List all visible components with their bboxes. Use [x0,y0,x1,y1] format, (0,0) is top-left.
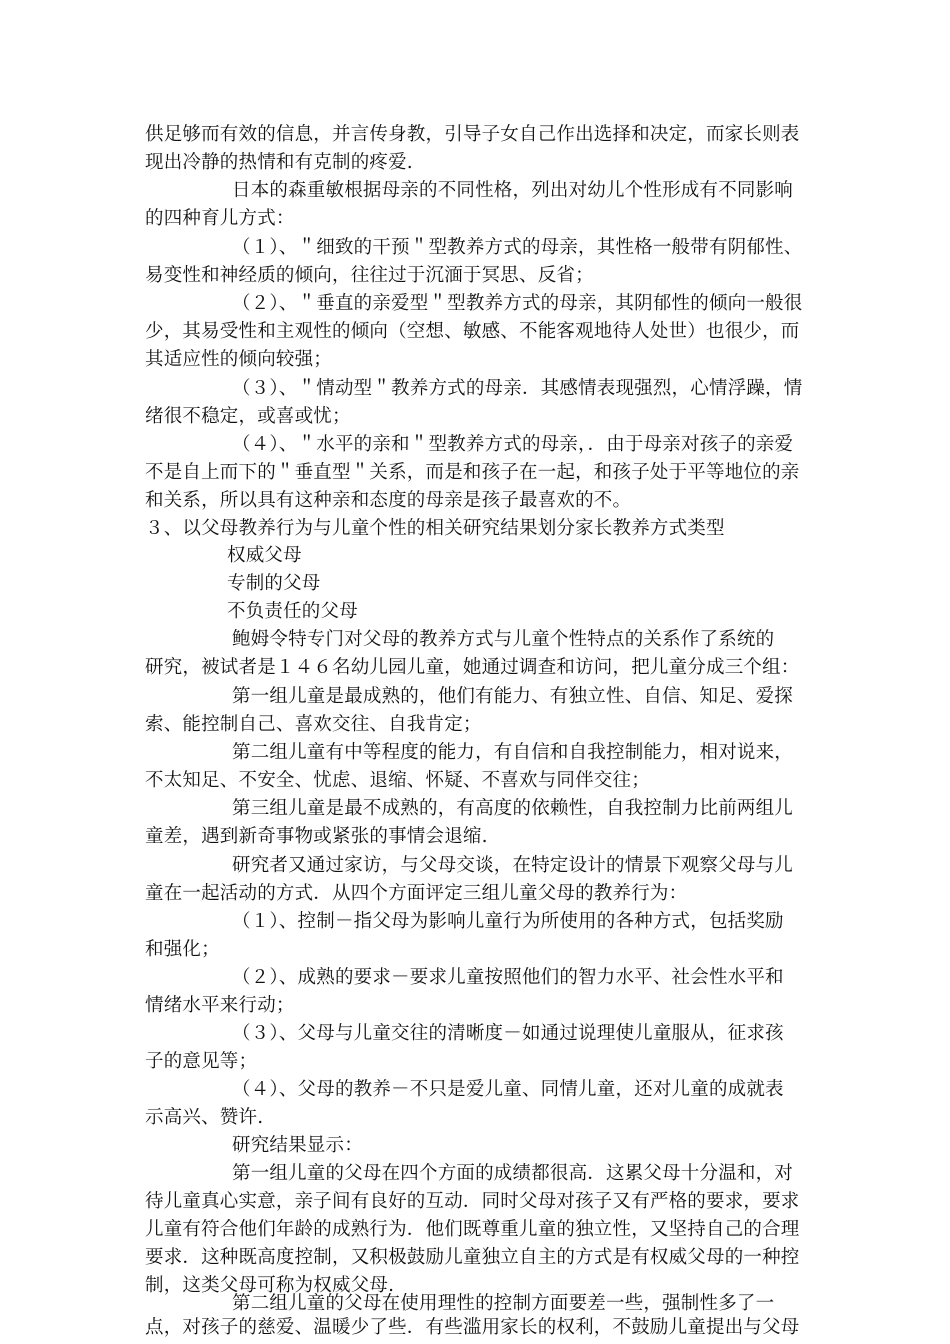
text-line: （１）、＂细致的干预＂型教养方式的母亲，其性格一般带有阴郁性、 [232,237,803,258]
text-line: 制，这类父母可称为权威父母. [145,1275,395,1296]
text-line: 索、能控制自己、喜欢交往、自我肯定； [145,714,482,735]
text-line: （３）、＂情动型＂教养方式的母亲．其感情表现强烈，心情浮躁，情 [232,378,803,399]
text-line: 第一组儿童的父母在四个方面的成绩都很高．这累父母十分温和，对 [232,1163,794,1184]
text-line: 童差，遇到新奇事物或紧张的事情会退缩. [145,826,488,847]
text-line: 的四种育儿方式： [145,208,295,229]
list-item: 不负责任的父母 [227,601,358,622]
text-line: 日本的森重敏根据母亲的不同性格，列出对幼儿个性形成有不同影响 [232,180,794,201]
text-line: 情绪水平来行动； [145,995,295,1016]
text-line: （１）、控制－指父母为影响儿童行为所使用的各种方式，包括奖励 [232,911,784,932]
text-line: 研究，被试者是１４６名幼儿园儿童，她通过调查和访问，把儿童分成三个组： [145,657,800,678]
text-line: 不太知足、不安全、忧虑、退缩、怀疑、不喜欢与同伴交往； [145,770,650,791]
text-line: 童在一起活动的方式．从四个方面评定三组儿童父母的教养行为： [145,883,688,904]
list-item: 权威父母 [227,545,302,566]
text-line: 待儿童真心实意，亲子间有良好的互动．同时父母对孩子又有严格的要求，要求 [145,1191,800,1212]
text-line: 第一组儿童是最成熟的，他们有能力、有独立性、自信、知足、爱探 [232,686,794,707]
text-line: 鲍姆令特专门对父母的教养方式与儿童个性特点的关系作了系统的 [232,629,775,650]
text-line: 供足够而有效的信息，并言传身教，引导子女自己作出选择和决定，而家长则表 [145,124,800,145]
text-line: （２）、＂垂直的亲爱型＂型教养方式的母亲，其阴郁性的倾向一般很 [232,293,803,314]
text-line: 和关系，所以具有这种亲和态度的母亲是孩子最喜欢的不。 [145,490,632,511]
text-line: 点，对孩子的慈爱、温暖少了些．有些滥用家长的权利，不鼓励儿童提出与父母 [145,1317,800,1338]
text-line: 第三组儿童是最不成熟的，有高度的依赖性，自我控制力比前两组儿 [232,798,794,819]
text-line: 研究者又通过家访，与父母交谈，在特定设计的情景下观察父母与儿 [232,855,794,876]
text-line: 要求．这种既高度控制，又积极鼓励儿童独立自主的方式是有权威父母的一种控 [145,1247,800,1268]
text-line: 儿童有符合他们年龄的成熟行为．他们既尊重儿童的独立性，又坚持自己的合理 [145,1219,800,1240]
text-line: 和强化； [145,939,220,960]
text-line: （４）、父母的教养－不只是爱儿童、同情儿童，还对儿童的成就表 [232,1079,784,1100]
text-line: 现出冷静的热情和有克制的疼爱. [145,152,413,173]
list-item: 专制的父母 [227,573,321,594]
text-line: （３）、父母与儿童交往的清晰度－如通过说理使儿童服从，征求孩 [232,1023,784,1044]
text-line: 第二组儿童的父母在使用理性的控制方面要差一些，强制性多了一 [232,1293,775,1314]
text-line: 其适应性的倾向较强； [145,349,333,370]
text-line: （４）、＂水平的亲和＂型教养方式的母亲，．由于母亲对孩子的亲爱 [232,434,794,455]
text-line: 不是自上而下的＂垂直型＂关系，而是和孩子在一起，和孩子处于平等地位的亲 [145,462,800,483]
text-line: （２）、成熟的要求－要求儿童按照他们的智力水平、社会性水平和 [232,967,784,988]
text-line: 研究结果显示： [232,1135,363,1156]
text-line: 绪很不稳定，或喜或忧； [145,406,351,427]
text-line: 易变性和神经质的倾向，往往过于沉湎于冥思、反省； [145,265,594,286]
text-line: 第二组儿童有中等程度的能力，有自信和自我控制能力，相对说来， [232,742,794,763]
text-line: 少，其易受性和主观性的倾向（空想、敏感、不能客观地待人处世）也很少，而 [145,321,800,342]
text-line: 示高兴、赞许. [145,1107,264,1128]
section-heading: ３、以父母教养行为与儿童个性的相关研究结果划分家长教养方式类型 [145,518,725,539]
text-line: 子的意见等； [145,1051,258,1072]
